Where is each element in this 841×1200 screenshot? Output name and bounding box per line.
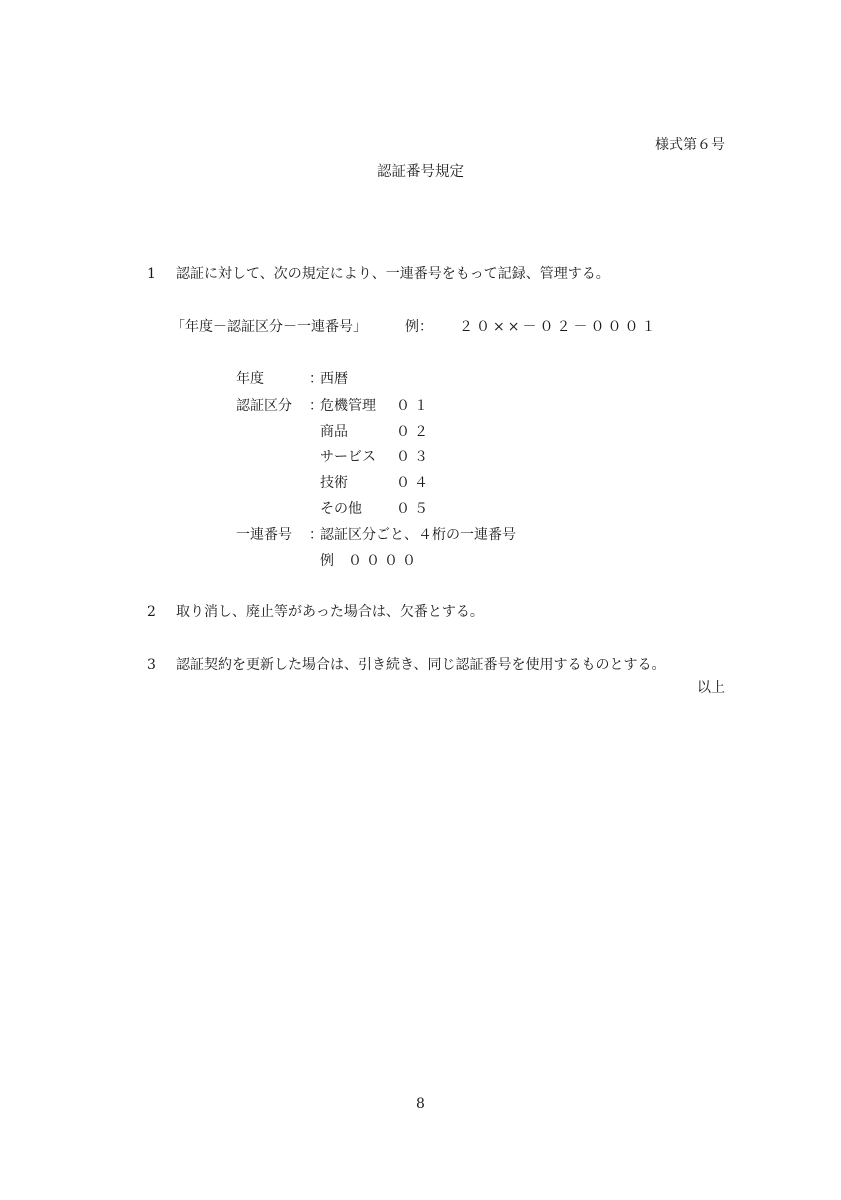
page-number: 8	[416, 1096, 425, 1112]
category-option-code: ０３	[396, 449, 432, 465]
serial-label: 一連番号	[236, 527, 292, 543]
document-title: 認証番号規定	[377, 164, 464, 180]
form-number: 様式第６号	[655, 137, 725, 153]
item-3-number: 3	[147, 657, 156, 673]
serial-example-label: 例	[320, 553, 334, 569]
category-option-code: ０１	[396, 398, 432, 414]
item-2-text: 取り消し、廃止等があった場合は、欠番とする。	[176, 604, 484, 620]
category-option-name: その他	[320, 501, 362, 517]
item-1-number: 1	[147, 266, 156, 282]
item-1-text: 認証に対して、次の規定により、一連番号をもって記録、管理する。	[176, 266, 610, 282]
year-label: 年度	[236, 371, 264, 387]
category-option-name: 危機管理	[320, 398, 376, 414]
year-value: 西暦	[320, 371, 348, 387]
category-option-code: ０４	[396, 475, 432, 491]
category-option-code: ０５	[396, 501, 432, 517]
category-option-name: 技術	[320, 475, 348, 491]
serial-example	[320, 552, 420, 570]
closing-mark: 以上	[697, 680, 725, 696]
item-3-text: 認証契約を更新した場合は、引き続き、同じ認証番号を使用するものとする。	[176, 657, 666, 673]
format-example-value: ２０××－０２－０００１	[459, 319, 659, 335]
category-option-code: ０２	[396, 424, 432, 440]
serial-value: 認証区分ごと、４桁の一連番号	[320, 527, 516, 543]
serial-example-value: ００００	[348, 553, 420, 569]
item-2-number: 2	[147, 604, 156, 620]
year-colon: ：	[309, 371, 323, 387]
category-option-name: 商品	[320, 424, 348, 440]
category-option-name: サービス	[320, 449, 376, 465]
format-pattern: 「年度－認証区分－一連番号」	[171, 319, 367, 335]
format-example-label: 例：	[405, 319, 433, 335]
category-label: 認証区分	[236, 398, 292, 414]
number-format	[171, 318, 658, 336]
serial-colon: ：	[309, 527, 323, 543]
category-colon: ：	[309, 398, 323, 414]
